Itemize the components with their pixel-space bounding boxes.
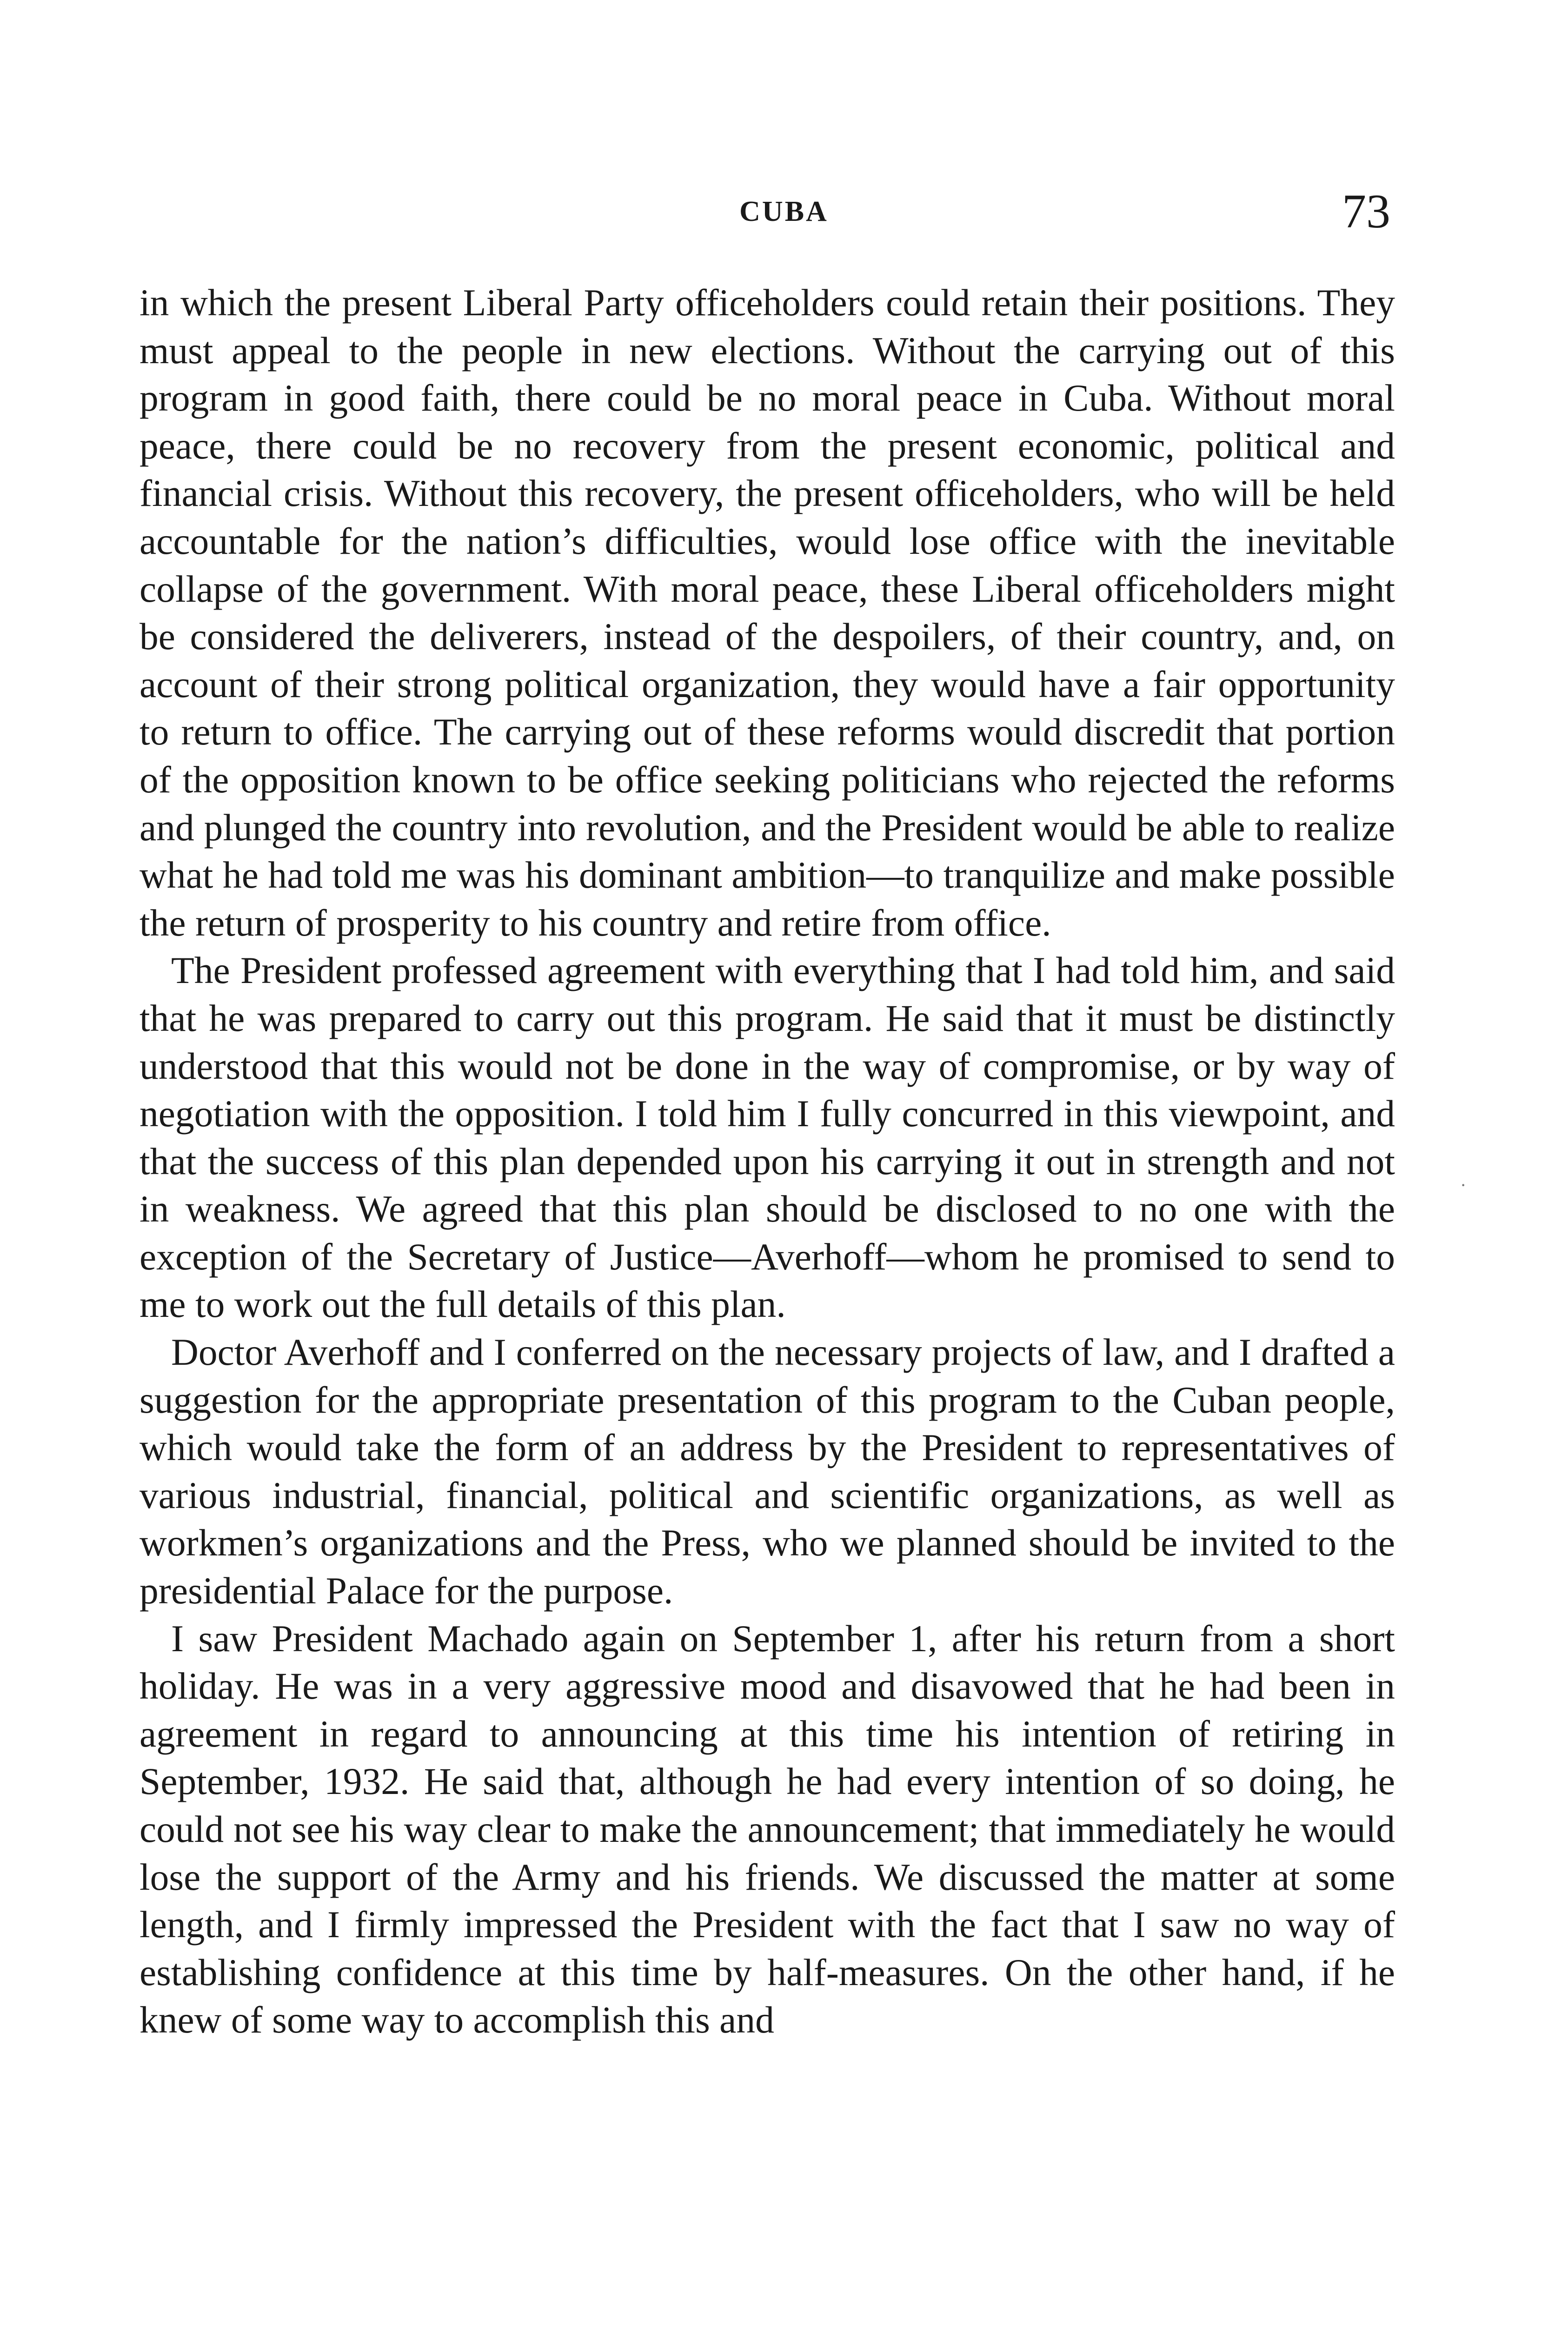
body-text (140, 279, 1395, 2044)
paragraph-september-meeting: I saw President Machado again on September 1, after his return from a short holiday. He was in a very aggressive mood and disavowed that he had been in agreement in regard to announcing at this time his intention of retiring in September, 1932. He said that, although he had every intention of so doing, he could not see his way clear to make the announcement; that immediately he would lose the support of the Army and his friends. We discussed the matter at some length, and I firmly impressed the President with the fact that I saw no way of establishing confidence at this time by half-measures. On the other hand, if he knew of some way to accomplish this and (140, 1617, 1395, 2041)
paragraph-continuation: in which the present Liberal Party officeholders could retain their positions. They must appeal to the people in new elections. Without the carrying out of this program in good faith, there could be no moral peace in Cuba. Without moral peace, there could be no recovery from the present economic, political and financial crisis. Without this recovery, the present officeholders, who will be held accountable for the nation’s difficulties, would lose office with the inevitable collapse of the government. With moral peace, these Liberal officeholders might be considered the deliverers, instead of the despoilers, of their country, and, on account of their strong political organization, they would have a fair opportunity to return to office. The carrying out of these reforms would discredit that portion of the opposition known to be office seeking politicians who rejected the reforms and plunged the country into revolution, and the President would be able to realize what he had told me was his dominant ambition—to tranquilize and make possible the return of prosperity to his country and retire from office. (140, 281, 1395, 944)
paragraph-averhoff-drafting: Doctor Averhoff and I conferred on the necessary projects of law, and I drafted a suggestion for the appropriate presentation of this program to the Cuban people, which would take the form of an address by the President to representatives of various industrial, financial, political and scientific organizations, as well as workmen’s organizations and the Press, who we planned should be invited to the presidential Palace for the purpose. (140, 1331, 1395, 1612)
margin-speck: · (1460, 1175, 1467, 1196)
paragraph-president-agreement: The President professed agreement with everything that I had told him, and said that he was prepared to carry out this program. He said that it must be distinctly understood that this would not be done in the way of compromise, or by way of negotiation with the opposition. I told him I fully concurred in this viewpoint, and that the success of this plan depended upon his carrying it out in strength and not in weakness. We agreed that this plan should be disclosed to no one with the exception of the Secretary of Justice—Averhoff—whom he promised to send to me to work out the full details of this plan. (140, 949, 1395, 1326)
page-number: 73 (1342, 185, 1390, 238)
running-title: CUBA (739, 196, 829, 227)
